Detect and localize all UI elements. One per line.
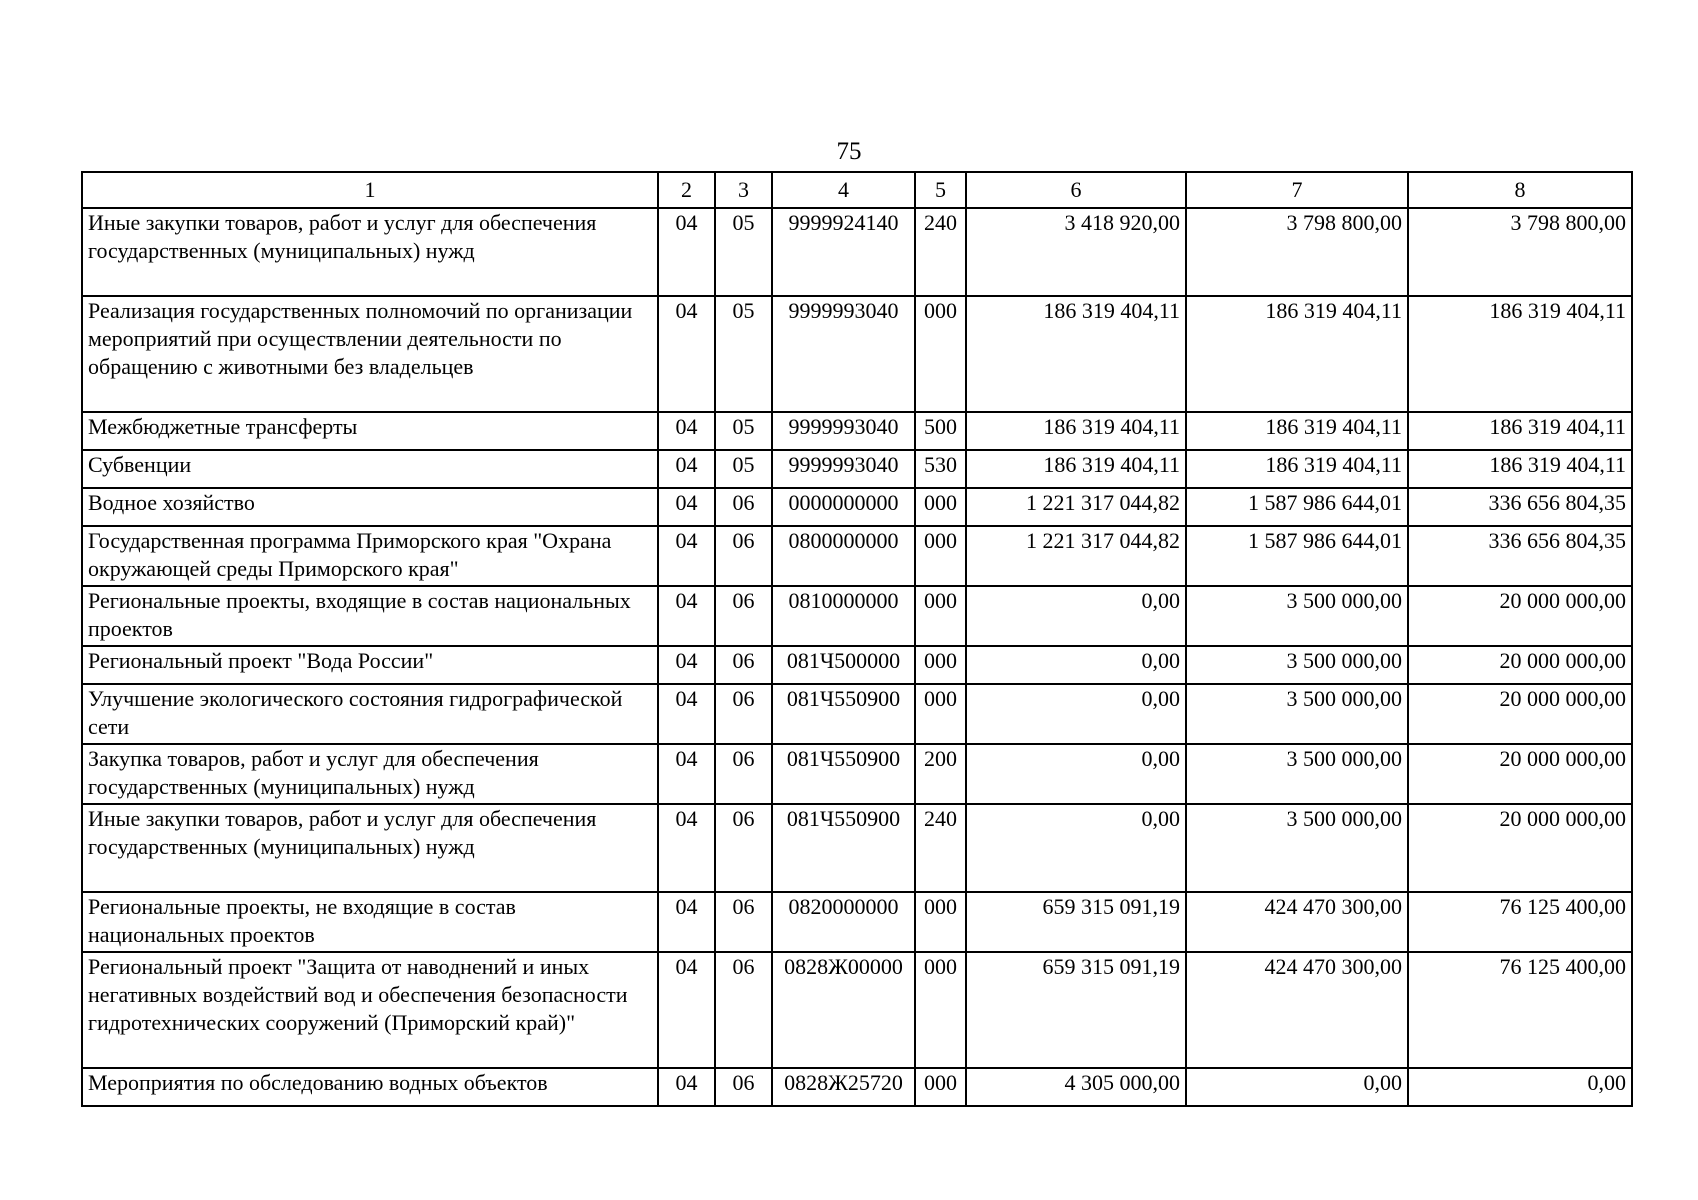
row-amount-6: 1 221 317 044,82 [966,526,1186,586]
table-row [82,1068,1632,1106]
row-amount-8: 186 319 404,11 [1408,450,1632,488]
row-subsection: 06 [715,684,772,744]
row-target-code: 0820000000 [772,892,915,952]
table-row [82,488,1632,526]
row-amount-7: 3 500 000,00 [1186,646,1408,684]
row-section: 04 [658,526,715,586]
row-target-code: 081Ч550900 [772,804,915,892]
row-subsection: 06 [715,744,772,804]
row-amount-8: 20 000 000,00 [1408,586,1632,646]
row-target-code: 0810000000 [772,586,915,646]
row-amount-8: 186 319 404,11 [1408,412,1632,450]
header-cell: 7 [1186,172,1408,208]
row-amount-8: 20 000 000,00 [1408,684,1632,744]
row-amount-8: 336 656 804,35 [1408,488,1632,526]
row-target-code: 9999993040 [772,412,915,450]
row-expense-type: 000 [915,296,966,412]
row-target-code: 0828Ж00000 [772,952,915,1068]
table-row [82,892,1632,952]
row-amount-7: 3 500 000,00 [1186,684,1408,744]
row-subsection: 06 [715,488,772,526]
row-section: 04 [658,804,715,892]
row-subsection: 06 [715,586,772,646]
header-cell: 5 [915,172,966,208]
row-amount-7: 3 500 000,00 [1186,744,1408,804]
row-section: 04 [658,952,715,1068]
row-subsection: 06 [715,526,772,586]
row-expense-type: 240 [915,804,966,892]
row-name: Региональный проект "Защита от наводнений и иных негативных воздействий вод и обеспечения безопасности гидротехнических сооружений (Приморский край)" [82,952,658,1068]
row-amount-8: 20 000 000,00 [1408,646,1632,684]
row-amount-7: 1 587 986 644,01 [1186,488,1408,526]
row-amount-8: 336 656 804,35 [1408,526,1632,586]
row-amount-6: 186 319 404,11 [966,450,1186,488]
row-amount-6: 3 418 920,00 [966,208,1186,296]
header-cell: 4 [772,172,915,208]
row-name: Региональные проекты, не входящие в состав национальных проектов [82,892,658,952]
header-cell: 6 [966,172,1186,208]
row-target-code: 0000000000 [772,488,915,526]
row-expense-type: 000 [915,526,966,586]
row-amount-6: 1 221 317 044,82 [966,488,1186,526]
table-row [82,450,1632,488]
row-name: Региональные проекты, входящие в состав национальных проектов [82,586,658,646]
row-amount-8: 76 125 400,00 [1408,892,1632,952]
row-name: Государственная программа Приморского края "Охрана окружающей среды Приморского края" [82,526,658,586]
page-number: 75 [836,138,862,165]
row-amount-7: 1 587 986 644,01 [1186,526,1408,586]
row-amount-7: 186 319 404,11 [1186,296,1408,412]
row-section: 04 [658,488,715,526]
row-expense-type: 000 [915,646,966,684]
row-amount-7: 424 470 300,00 [1186,892,1408,952]
row-expense-type: 000 [915,586,966,646]
row-subsection: 05 [715,412,772,450]
row-section: 04 [658,646,715,684]
row-target-code: 0828Ж25720 [772,1068,915,1106]
table-row [82,952,1632,1068]
row-expense-type: 000 [915,684,966,744]
row-amount-8: 20 000 000,00 [1408,744,1632,804]
row-expense-type: 000 [915,952,966,1068]
row-target-code: 0800000000 [772,526,915,586]
row-name: Субвенции [82,450,658,488]
row-subsection: 05 [715,450,772,488]
row-target-code: 9999924140 [772,208,915,296]
header-cell: 3 [715,172,772,208]
row-target-code: 081Ч550900 [772,684,915,744]
row-target-code: 081Ч550900 [772,744,915,804]
row-amount-6: 0,00 [966,646,1186,684]
row-amount-7: 3 500 000,00 [1186,586,1408,646]
row-target-code: 081Ч500000 [772,646,915,684]
row-amount-7: 186 319 404,11 [1186,450,1408,488]
row-subsection: 06 [715,804,772,892]
row-section: 04 [658,208,715,296]
row-target-code: 9999993040 [772,450,915,488]
header-row [82,172,1632,208]
header-cell: 8 [1408,172,1632,208]
row-name: Реализация государственных полномочий по организации мероприятий при осуществлении деятельности по обращению с животными без владельцев [82,296,658,412]
table-row [82,208,1632,296]
table-row [82,804,1632,892]
row-amount-7: 186 319 404,11 [1186,412,1408,450]
row-amount-6: 0,00 [966,804,1186,892]
row-name: Закупка товаров, работ и услуг для обеспечения государственных (муниципальных) нужд [82,744,658,804]
table-row [82,684,1632,744]
row-amount-6: 659 315 091,19 [966,952,1186,1068]
header-cell: 1 [82,172,658,208]
row-subsection: 06 [715,892,772,952]
row-amount-6: 0,00 [966,586,1186,646]
row-expense-type: 200 [915,744,966,804]
row-expense-type: 000 [915,488,966,526]
row-subsection: 06 [715,1068,772,1106]
budget-table [81,171,1633,1107]
table-row [82,744,1632,804]
table-row [82,646,1632,684]
row-section: 04 [658,450,715,488]
row-amount-7: 3 500 000,00 [1186,804,1408,892]
row-name: Иные закупки товаров, работ и услуг для обеспечения государственных (муниципальных) нужд [82,208,658,296]
row-subsection: 05 [715,208,772,296]
row-amount-7: 424 470 300,00 [1186,952,1408,1068]
row-section: 04 [658,684,715,744]
row-expense-type: 530 [915,450,966,488]
row-amount-7: 0,00 [1186,1068,1408,1106]
row-section: 04 [658,744,715,804]
row-target-code: 9999993040 [772,296,915,412]
row-section: 04 [658,1068,715,1106]
row-amount-8: 20 000 000,00 [1408,804,1632,892]
row-amount-8: 186 319 404,11 [1408,296,1632,412]
row-amount-6: 659 315 091,19 [966,892,1186,952]
row-amount-6: 0,00 [966,744,1186,804]
row-amount-8: 3 798 800,00 [1408,208,1632,296]
row-section: 04 [658,892,715,952]
table-row [82,412,1632,450]
row-section: 04 [658,586,715,646]
row-name: Водное хозяйство [82,488,658,526]
row-section: 04 [658,412,715,450]
row-amount-6: 186 319 404,11 [966,296,1186,412]
table-row [82,296,1632,412]
row-section: 04 [658,296,715,412]
row-amount-7: 3 798 800,00 [1186,208,1408,296]
row-name: Мероприятия по обследованию водных объектов [82,1068,658,1106]
row-subsection: 06 [715,646,772,684]
row-name: Региональный проект "Вода России" [82,646,658,684]
row-name: Межбюджетные трансферты [82,412,658,450]
row-expense-type: 500 [915,412,966,450]
row-amount-6: 4 305 000,00 [966,1068,1186,1106]
row-expense-type: 240 [915,208,966,296]
row-expense-type: 000 [915,1068,966,1106]
row-subsection: 05 [715,296,772,412]
row-amount-6: 0,00 [966,684,1186,744]
row-expense-type: 000 [915,892,966,952]
table-row [82,526,1632,586]
row-name: Улучшение экологического состояния гидрографической сети [82,684,658,744]
row-name: Иные закупки товаров, работ и услуг для обеспечения государственных (муниципальных) нужд [82,804,658,892]
row-amount-8: 0,00 [1408,1068,1632,1106]
row-amount-8: 76 125 400,00 [1408,952,1632,1068]
table-row [82,586,1632,646]
row-subsection: 06 [715,952,772,1068]
row-amount-6: 186 319 404,11 [966,412,1186,450]
header-cell: 2 [658,172,715,208]
